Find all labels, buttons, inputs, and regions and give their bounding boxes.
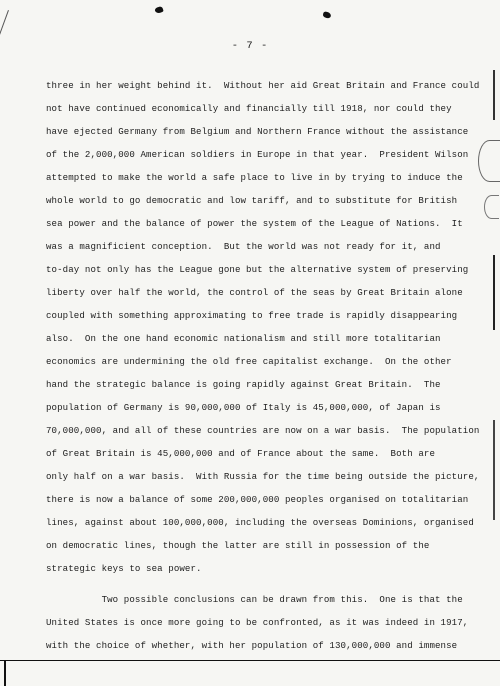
body-line: hand the strategic balance is going rapidly against Great Britain. The xyxy=(46,379,441,390)
body-line: population of Germany is 90,000,000 of Italy is 45,000,000, of Japan is xyxy=(46,402,441,413)
body-line: whole world to go democratic and low tariff, and to substitute for British xyxy=(46,195,458,206)
body-line: have ejected Germany from Belgium and Northern France without the assistance xyxy=(46,126,469,137)
body-line: 70,000,000, and all of these countries are now on a war basis. The population xyxy=(46,425,480,436)
body-line: liberty over half the world, the control of the seas by Great Britain alone xyxy=(46,287,463,298)
scan-binding-mark xyxy=(478,140,500,182)
body-line: Two possible conclusions can be drawn from this. One is that the xyxy=(46,594,463,605)
scan-edge-line xyxy=(0,10,9,114)
body-line: lines, against about 100,000,000, including the overseas Dominions, organised xyxy=(46,517,474,528)
body-line: to-day not only has the League gone but the alternative system of preserving xyxy=(46,264,469,275)
body-line: not have continued economically and financially till 1918, nor could they xyxy=(46,103,452,114)
scan-binding-mark xyxy=(484,195,499,219)
scan-corner-mark xyxy=(4,660,6,686)
page-number: - 7 - xyxy=(231,40,269,52)
body-line: three in her weight behind it. Without her aid Great Britain and France could xyxy=(46,80,480,91)
body-line: of the 2,000,000 American soldiers in Europe in that year. President Wilson xyxy=(46,149,469,160)
scan-ink-mark xyxy=(154,6,164,14)
body-line: strategic keys to sea power. xyxy=(46,563,202,574)
scan-ink-mark xyxy=(322,11,331,19)
body-line: economics are undermining the old free capitalist exchange. On the other xyxy=(46,356,452,367)
body-line: coupled with something approximating to free trade is rapidly disappearing xyxy=(46,310,458,321)
body-line: sea power and the balance of power the system of the League of Nations. It xyxy=(46,218,463,229)
body-line: of Great Britain is 45,000,000 and of France about the same. Both are xyxy=(46,448,435,459)
scan-right-edge xyxy=(493,0,495,686)
body-line: attempted to make the world a safe place to live in by trying to induce the xyxy=(46,172,463,183)
body-line: also. On the one hand economic nationalism and still more totalitarian xyxy=(46,333,441,344)
body-line: United States is once more going to be confronted, as it was indeed in 1917, xyxy=(46,617,469,628)
body-line: there is now a balance of some 200,000,000 peoples organised on totalitarian xyxy=(46,494,469,505)
body-line: was a magnificient conception. But the world was not ready for it, and xyxy=(46,241,441,252)
body-line: with the choice of whether, with her population of 130,000,000 and immense xyxy=(46,640,458,651)
scan-bottom-edge xyxy=(0,660,500,661)
body-line: on democratic lines, though the latter are still in possession of the xyxy=(46,540,430,551)
body-line: only half on a war basis. With Russia for the time being outside the picture, xyxy=(46,471,480,482)
